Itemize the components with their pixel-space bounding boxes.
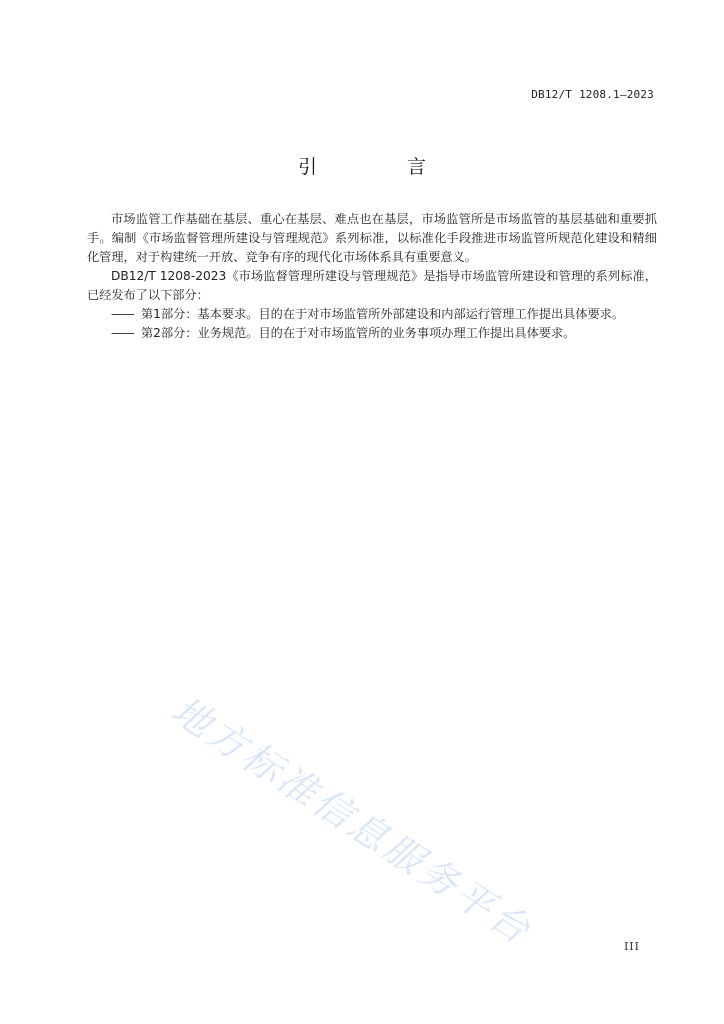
list-item-part2 (87, 324, 657, 343)
section-title: 引 言 (297, 156, 469, 178)
list-dash: —— (111, 326, 134, 340)
watermark: 地方标准信息服务平台 (164, 687, 541, 954)
list-dash: —— (111, 307, 134, 321)
document-code: DB12/T 1208.1—2023 (531, 88, 654, 101)
page-number: III (623, 940, 640, 953)
list-item-part1 (87, 305, 657, 324)
list-item-text: 第2部分：业务规范。目的在于对市场监管所的业务事项办理工作提出具体要求。 (141, 326, 576, 340)
list-item-text: 第1部分：基本要求。目的在于对市场监管所外部建设和内部运行管理工作提出具体要求。 (141, 307, 625, 321)
body-text (87, 210, 657, 343)
paragraph-series: DB12/T 1208-2023《市场监督管理所建设与管理规范》是指导市场监管所建设和管理的系列标准，已经发布了以下部分： (87, 269, 657, 302)
paragraph-intro: 市场监管工作基础在基层、重心在基层、难点也在基层，市场监管所是市场监管的基层基础和重要抓手。编制《市场监督管理所建设与管理规范》系列标准，以标准化手段推进市场监管所规范化建设和精细化管理，对于构建统一开放、竞争有序的现代化市场体系具有重要意义。 (87, 212, 657, 264)
